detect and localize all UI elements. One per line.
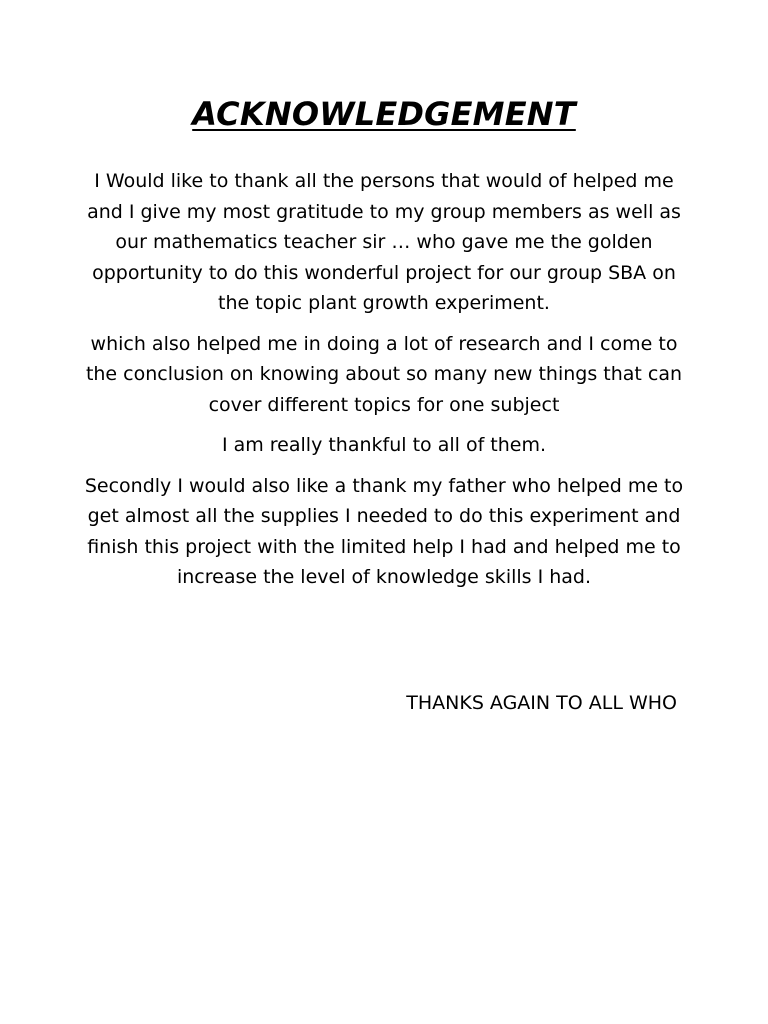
text-line: opportunity to do this wonderful project for our group SBA on xyxy=(92,261,676,284)
text-line: cover different topics for one subject xyxy=(208,393,560,416)
text-line: the topic plant growth experiment. xyxy=(218,292,550,314)
paragraph-thankful xyxy=(80,430,688,461)
text-line: finish this project with the limited help I had and helped me to xyxy=(87,535,681,558)
document-body xyxy=(80,166,688,603)
text-line: get almost all the supplies I needed to do this experiment and xyxy=(87,505,681,527)
text-line: Secondly I would also like a thank my father who helped me to xyxy=(84,474,684,497)
text-line: increase the level of knowledge skills I had. xyxy=(176,566,592,588)
closing-line: THANKS AGAIN TO ALL WHO xyxy=(406,692,677,714)
paragraph-father xyxy=(80,471,688,593)
text-line: our mathematics teacher sir … who gave me the golden xyxy=(115,231,653,253)
text-line: the conclusion on knowing about so many new things that can xyxy=(85,363,683,385)
paragraph-research xyxy=(80,329,688,421)
text-line: I am really thankful to all of them. xyxy=(221,434,547,456)
paragraph-thanks xyxy=(80,166,688,319)
text-line: I Would like to thank all the persons that would of helped me xyxy=(94,170,674,192)
page-title: ACKNOWLEDGEMENT xyxy=(192,95,576,133)
text-line: and I give my most gratitude to my group members as well as xyxy=(87,200,681,223)
text-line: which also helped me in doing a lot of research and I come to xyxy=(90,332,678,355)
